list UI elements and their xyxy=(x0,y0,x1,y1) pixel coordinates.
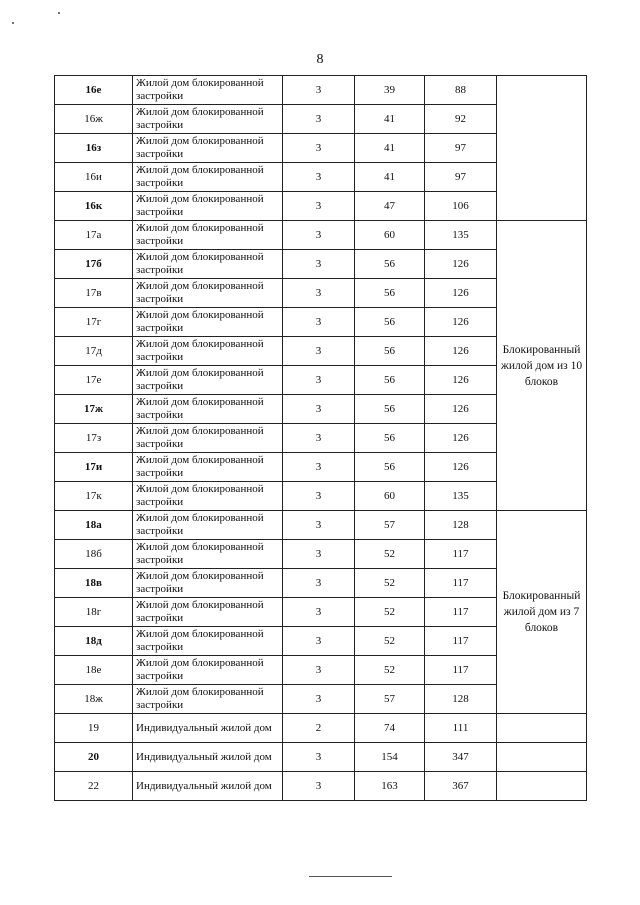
building-type: Жилой дом блокированной застройки xyxy=(133,337,283,366)
area-value-1: 41 xyxy=(355,105,425,134)
building-number: 17а xyxy=(55,221,133,250)
building-type: Индивидуальный жилой дом xyxy=(133,714,283,743)
area-value-1: 56 xyxy=(355,308,425,337)
area-value-2: 126 xyxy=(425,366,497,395)
floors-count: 3 xyxy=(283,192,355,221)
area-value-2: 117 xyxy=(425,627,497,656)
floors-count: 3 xyxy=(283,395,355,424)
building-type: Индивидуальный жилой дом xyxy=(133,743,283,772)
floors-count: 3 xyxy=(283,221,355,250)
area-value-2: 92 xyxy=(425,105,497,134)
block-note: Блокированный жилой дом из 7 блоков xyxy=(497,511,587,714)
area-value-1: 74 xyxy=(355,714,425,743)
area-value-2: 128 xyxy=(425,511,497,540)
area-value-2: 126 xyxy=(425,308,497,337)
floors-count: 3 xyxy=(283,482,355,511)
floors-count: 3 xyxy=(283,279,355,308)
building-number: 17б xyxy=(55,250,133,279)
floors-count: 3 xyxy=(283,337,355,366)
building-number: 16к xyxy=(55,192,133,221)
building-type: Жилой дом блокированной застройки xyxy=(133,134,283,163)
block-note xyxy=(497,714,587,743)
area-value-1: 56 xyxy=(355,250,425,279)
building-type: Жилой дом блокированной застройки xyxy=(133,453,283,482)
area-value-1: 56 xyxy=(355,279,425,308)
building-number: 16и xyxy=(55,163,133,192)
building-number: 18ж xyxy=(55,685,133,714)
floors-count: 3 xyxy=(283,743,355,772)
area-value-2: 111 xyxy=(425,714,497,743)
footer-rule xyxy=(309,876,392,877)
area-value-1: 52 xyxy=(355,598,425,627)
area-value-1: 154 xyxy=(355,743,425,772)
area-value-2: 117 xyxy=(425,540,497,569)
building-number: 17к xyxy=(55,482,133,511)
floors-count: 3 xyxy=(283,627,355,656)
area-value-1: 60 xyxy=(355,221,425,250)
building-type: Жилой дом блокированной застройки xyxy=(133,250,283,279)
scan-speck xyxy=(12,22,14,24)
building-number: 18е xyxy=(55,656,133,685)
floors-count: 3 xyxy=(283,685,355,714)
area-value-1: 56 xyxy=(355,424,425,453)
building-type: Жилой дом блокированной застройки xyxy=(133,308,283,337)
floors-count: 3 xyxy=(283,540,355,569)
building-type: Жилой дом блокированной застройки xyxy=(133,163,283,192)
area-value-2: 117 xyxy=(425,569,497,598)
building-type: Жилой дом блокированной застройки xyxy=(133,221,283,250)
block-note xyxy=(497,772,587,801)
building-number: 17д xyxy=(55,337,133,366)
floors-count: 3 xyxy=(283,163,355,192)
block-note: Блокированный жилой дом из 10 блоков xyxy=(497,221,587,511)
area-value-2: 126 xyxy=(425,279,497,308)
table-row xyxy=(55,772,587,801)
floors-count: 3 xyxy=(283,569,355,598)
building-type: Жилой дом блокированной застройки xyxy=(133,76,283,105)
area-value-1: 39 xyxy=(355,76,425,105)
floors-count: 3 xyxy=(283,772,355,801)
block-note xyxy=(497,76,587,221)
buildings-table xyxy=(54,75,587,801)
table-row xyxy=(55,743,587,772)
area-value-2: 135 xyxy=(425,221,497,250)
building-type: Жилой дом блокированной застройки xyxy=(133,569,283,598)
area-value-2: 128 xyxy=(425,685,497,714)
building-number: 18г xyxy=(55,598,133,627)
area-value-1: 52 xyxy=(355,656,425,685)
area-value-2: 117 xyxy=(425,656,497,685)
area-value-2: 126 xyxy=(425,337,497,366)
area-value-1: 41 xyxy=(355,163,425,192)
building-type: Жилой дом блокированной застройки xyxy=(133,105,283,134)
building-number: 17в xyxy=(55,279,133,308)
building-number: 16е xyxy=(55,76,133,105)
area-value-2: 88 xyxy=(425,76,497,105)
area-value-1: 52 xyxy=(355,569,425,598)
floors-count: 3 xyxy=(283,511,355,540)
page-number: 8 xyxy=(316,52,324,67)
building-number: 17е xyxy=(55,366,133,395)
floors-count: 3 xyxy=(283,105,355,134)
floors-count: 3 xyxy=(283,76,355,105)
area-value-1: 163 xyxy=(355,772,425,801)
area-value-2: 126 xyxy=(425,250,497,279)
building-type: Жилой дом блокированной застройки xyxy=(133,192,283,221)
area-value-1: 56 xyxy=(355,395,425,424)
area-value-2: 97 xyxy=(425,134,497,163)
area-value-1: 57 xyxy=(355,511,425,540)
floors-count: 3 xyxy=(283,453,355,482)
building-number: 22 xyxy=(55,772,133,801)
floors-count: 3 xyxy=(283,250,355,279)
scan-speck xyxy=(58,12,60,14)
table-row xyxy=(55,511,587,540)
floors-count: 3 xyxy=(283,308,355,337)
area-value-1: 56 xyxy=(355,337,425,366)
building-number: 20 xyxy=(55,743,133,772)
building-type: Жилой дом блокированной застройки xyxy=(133,656,283,685)
area-value-2: 117 xyxy=(425,598,497,627)
building-type: Жилой дом блокированной застройки xyxy=(133,598,283,627)
floors-count: 3 xyxy=(283,134,355,163)
building-number: 18б xyxy=(55,540,133,569)
area-value-1: 47 xyxy=(355,192,425,221)
area-value-2: 347 xyxy=(425,743,497,772)
building-type: Жилой дом блокированной застройки xyxy=(133,366,283,395)
area-value-2: 126 xyxy=(425,424,497,453)
building-type: Жилой дом блокированной застройки xyxy=(133,540,283,569)
building-type: Жилой дом блокированной застройки xyxy=(133,395,283,424)
area-value-1: 57 xyxy=(355,685,425,714)
building-type: Жилой дом блокированной застройки xyxy=(133,424,283,453)
building-number: 17г xyxy=(55,308,133,337)
area-value-2: 135 xyxy=(425,482,497,511)
block-note xyxy=(497,743,587,772)
building-number: 17и xyxy=(55,453,133,482)
area-value-2: 106 xyxy=(425,192,497,221)
floors-count: 3 xyxy=(283,598,355,627)
area-value-1: 56 xyxy=(355,453,425,482)
table-row xyxy=(55,221,587,250)
building-type: Жилой дом блокированной застройки xyxy=(133,511,283,540)
area-value-2: 126 xyxy=(425,395,497,424)
floors-count: 3 xyxy=(283,424,355,453)
floors-count: 3 xyxy=(283,656,355,685)
building-number: 19 xyxy=(55,714,133,743)
area-value-1: 52 xyxy=(355,627,425,656)
building-type: Жилой дом блокированной застройки xyxy=(133,685,283,714)
area-value-2: 126 xyxy=(425,453,497,482)
table-row xyxy=(55,76,587,105)
building-number: 18а xyxy=(55,511,133,540)
area-value-2: 367 xyxy=(425,772,497,801)
floors-count: 3 xyxy=(283,366,355,395)
area-value-1: 41 xyxy=(355,134,425,163)
building-number: 18д xyxy=(55,627,133,656)
area-value-1: 56 xyxy=(355,366,425,395)
area-value-1: 60 xyxy=(355,482,425,511)
table-row xyxy=(55,714,587,743)
building-number: 18в xyxy=(55,569,133,598)
table-body xyxy=(55,76,587,801)
building-type: Жилой дом блокированной застройки xyxy=(133,627,283,656)
floors-count: 2 xyxy=(283,714,355,743)
area-value-2: 97 xyxy=(425,163,497,192)
building-type: Жилой дом блокированной застройки xyxy=(133,482,283,511)
building-number: 16з xyxy=(55,134,133,163)
building-number: 17ж xyxy=(55,395,133,424)
building-number: 16ж xyxy=(55,105,133,134)
area-value-1: 52 xyxy=(355,540,425,569)
building-type: Жилой дом блокированной застройки xyxy=(133,279,283,308)
building-type: Индивидуальный жилой дом xyxy=(133,772,283,801)
building-number: 17з xyxy=(55,424,133,453)
